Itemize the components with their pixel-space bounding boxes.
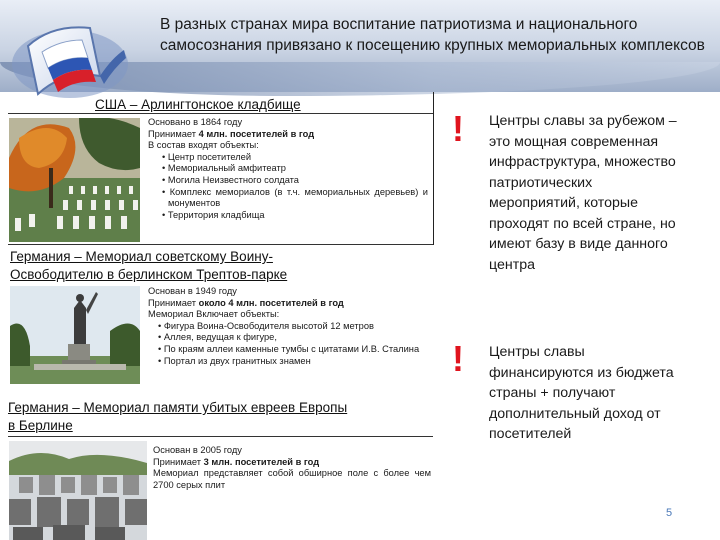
treptow-objects-list [154, 321, 433, 367]
info-line: Основано в 1864 году [148, 117, 243, 127]
info-line: Мемориал Включает объекты: [148, 309, 280, 320]
exclamation-icon: ! [452, 338, 464, 379]
arlington-objects-list [158, 152, 428, 222]
list-item: • Мемориальный амфитеатр [158, 163, 428, 175]
info-line: Принимает 4 млн. посетителей в год [148, 128, 315, 139]
section-rule [8, 436, 433, 437]
slide-title: В разных странах мира воспитание патриотизма и национального самосознания привязано к посещению крупных мемориальных комплексов [160, 16, 705, 54]
info-line: В состав входят объекты: [148, 140, 259, 151]
list-item: • Портал из двух гранитных знамен [154, 356, 433, 368]
section-rule [8, 113, 433, 114]
info-line: Принимает 3 млн. посетителей в год [153, 456, 320, 467]
info-line: Принимает около 4 млн. посетителей в год [148, 297, 344, 308]
info-line: Основан в 2005 году [153, 445, 242, 455]
info-line: Мемориал представляет собой обширное поле с более чем 2700 серых плит [153, 468, 431, 490]
russian-flag-book-logo [8, 6, 136, 106]
exclamation-icon: ! [452, 108, 464, 149]
list-item: • Территория кладбища [158, 210, 428, 222]
treptow-info [148, 286, 433, 367]
treptow-memorial-photo [10, 286, 140, 384]
list-item: • Аллея, ведущая к фигуре, [154, 332, 433, 344]
section-title-treptow: Германия – Мемориал советскому Воину-Освободителю в берлинском Трептов-парке [10, 249, 288, 282]
info-line: Основан в 1949 году [148, 286, 237, 296]
centers-of-glory-financing-text: Центры славы финансируются из бюджета страны + получают дополнительный доход от посетителей [489, 344, 674, 442]
list-item: • Центр посетителей [158, 152, 428, 164]
section-title-arlington: США – Арлингтонское кладбище [95, 97, 301, 112]
page-number: 5 [666, 507, 673, 519]
section-rule [8, 244, 433, 245]
centers-of-glory-infrastructure-text: Центры славы за рубежом – это мощная современная инфраструктура, множество патриотических мероприятий, которые проходят по всей стране, но имеют базу в виде данного центра [489, 113, 677, 273]
list-item: • Фигура Воина-Освободителя высотой 12 метров [154, 321, 433, 333]
arlington-cemetery-photo [9, 118, 140, 242]
list-item: • Могила Неизвестного солдата [158, 175, 428, 187]
section-title-holocaust-memorial: Германия – Мемориал памяти убитых евреев Европы в Берлине [8, 400, 348, 433]
list-item: • Комплекс мемориалов (в т.ч. мемориальных деревьев) и монументов [158, 187, 428, 210]
holocaust-memorial-photo [9, 441, 147, 540]
column-divider [433, 92, 434, 245]
list-item: • По краям аллеи каменные тумбы с цитатами И.В. Сталина [154, 344, 433, 356]
holocaust-memorial-info [153, 445, 431, 491]
arlington-info [148, 117, 428, 221]
